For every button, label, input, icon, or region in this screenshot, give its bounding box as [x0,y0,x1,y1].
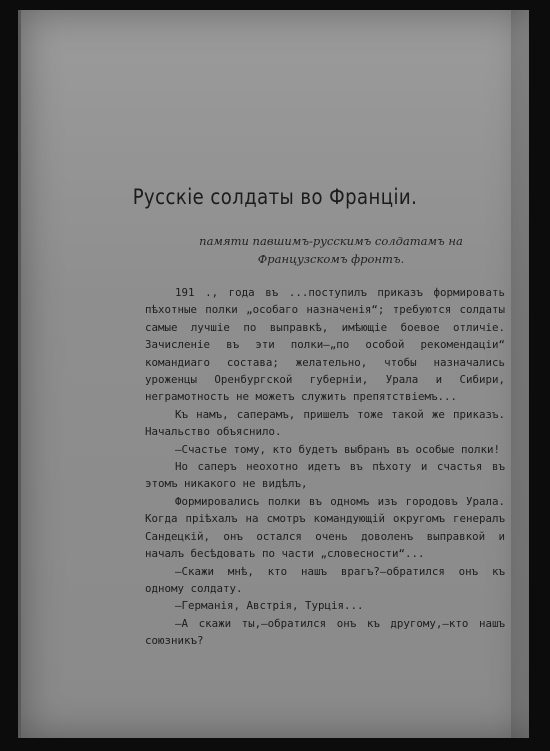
paragraph: 191 ., года въ ...поступилъ приказъ формировать пѣхотные полки „особаго назначенiя“; требуются солдаты самые лучшiе по выправкѣ, имѣющiе боевое отличiе. Зачисленiе въ эти полки—„по особой рекомендацiи“ командиаго состава; желательно, чтобы назначались уроженцы Оренбургской губернiи, Урала и Сибири, неграмотность не можетъ служить препятствiемъ... [145,286,505,404]
paragraph: —Германiя, Австрiя, Турцiя... [175,599,364,613]
paragraph: Формировались полки въ одномъ изъ городовъ Урала. Когда прiѣхалъ на смотръ командующiй округомъ генералъ Сандецкiй, онъ остался очень доволенъ выправкой и началъ бесѣдовать по части „словесности“... [145,494,505,561]
body-text [145,284,505,650]
book-page [18,10,529,738]
chapter-title: Русскiе солдаты во Францiи. [132,185,418,209]
paragraph: —А скажи ты,—обратился онъ къ другому,—кто нашъ союзникъ? [145,616,505,648]
paragraph: —Счастье тому, кто будетъ выбранъ въ особые полки! [175,442,501,456]
paragraph: —Скажи мнѣ, кто нашъ врагъ?—обратился онъ къ одному солдату. [145,564,505,595]
page-spine-shadow [511,10,529,738]
dedication-line: памяти павшимъ-русскимъ солдатамъ на Французскомъ фронтъ. [199,234,463,266]
paragraph: Но саперъ неохотно идетъ въ пѣхоту и счастья въ этомъ никакого не видѣлъ, [145,460,505,491]
paragraph: Къ намъ, саперамъ, пришелъ тоже такой же приказъ. Начальство объяснило. [145,407,505,439]
